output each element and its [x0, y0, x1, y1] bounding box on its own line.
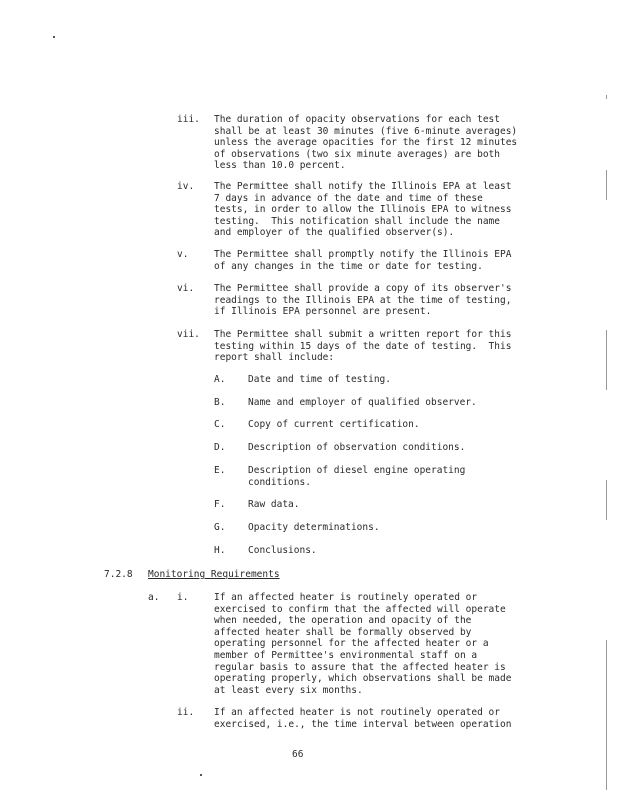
subitem-letter-h: H.: [214, 545, 226, 556]
scan-edge-mark: [606, 330, 607, 390]
section-title: Monitoring Requirements: [148, 569, 280, 580]
subitem-text-d: Description of observation conditions.: [248, 442, 466, 453]
monitoring-text-ii: If an affected heater is not routinely operated or exercised, i.e., the time interval between operation: [214, 707, 512, 730]
scan-edge-mark: [606, 95, 607, 99]
item-text-vii: The Permittee shall submit a written report for this testing within 15 days of the date of testing. This report shall include:: [214, 329, 512, 364]
subitem-letter-e: E.: [214, 465, 226, 476]
subitem-text-c: Copy of current certification.: [248, 419, 420, 430]
page-number: 66: [292, 749, 304, 760]
subitem-letter-c: C.: [214, 419, 226, 430]
subitem-letter-b: B.: [214, 397, 226, 408]
subitem-letter-d: D.: [214, 442, 226, 453]
subitem-letter-a: A.: [214, 374, 226, 385]
item-text-vi: The Permittee shall provide a copy of its observer's readings to the Illinois EPA at the time of testing, if Illinois EPA personnel are present.: [214, 283, 512, 318]
subitem-letter-f: F.: [214, 499, 226, 510]
item-number-v: v.: [177, 249, 189, 260]
item-text-iii: The duration of opacity observations for each test shall be at least 30 minutes (five 6-minute averages) unless the average opacities for the first 12 minutes of observations (two six minute averages) are both less than 10.0 percent.: [214, 114, 518, 172]
scan-speck: [53, 36, 55, 38]
monitoring-label-a: a.: [148, 592, 160, 603]
subitem-text-b: Name and employer of qualified observer.: [248, 397, 477, 408]
monitoring-number-ii: ii.: [177, 707, 195, 718]
subitem-letter-g: G.: [214, 522, 226, 533]
subitem-text-a: Date and time of testing.: [248, 374, 391, 385]
section-number: 7.2.8: [104, 569, 133, 580]
subitem-text-e: Description of diesel engine operating conditions.: [248, 465, 466, 488]
monitoring-text-i: If an affected heater is routinely operated or exercised to confirm that the affected will operate when needed, the operation and opacity of the affected heater shall be formally observed by operating personnel for the affected heater or a member of Permittee's environmental staff on a regular basis to assure that the affected heater is operating properly, which observations shall be made at least every six months.: [214, 592, 512, 696]
item-number-vii: vii.: [177, 329, 200, 340]
scan-edge-mark: [606, 640, 607, 790]
item-text-v: The Permittee shall promptly notify the Illinois EPA of any changes in the time or date for testing.: [214, 249, 512, 272]
subitem-text-f: Raw data.: [248, 499, 300, 510]
monitoring-number-i: i.: [177, 592, 189, 603]
subitem-text-g: Opacity determinations.: [248, 522, 380, 533]
scan-speck: [200, 774, 202, 776]
item-text-iv: The Permittee shall notify the Illinois EPA at least 7 days in advance of the date and time of these tests, in order to allow the Illinois EPA to witness testing. This notification shall include the name and employer of the qualified observer(s).: [214, 181, 512, 239]
item-number-vi: vi.: [177, 283, 195, 294]
subitem-text-h: Conclusions.: [248, 545, 317, 556]
item-number-iv: iv.: [177, 181, 195, 192]
scan-edge-mark: [606, 170, 607, 200]
scan-edge-mark: [606, 480, 607, 520]
item-number-iii: iii.: [177, 114, 200, 125]
